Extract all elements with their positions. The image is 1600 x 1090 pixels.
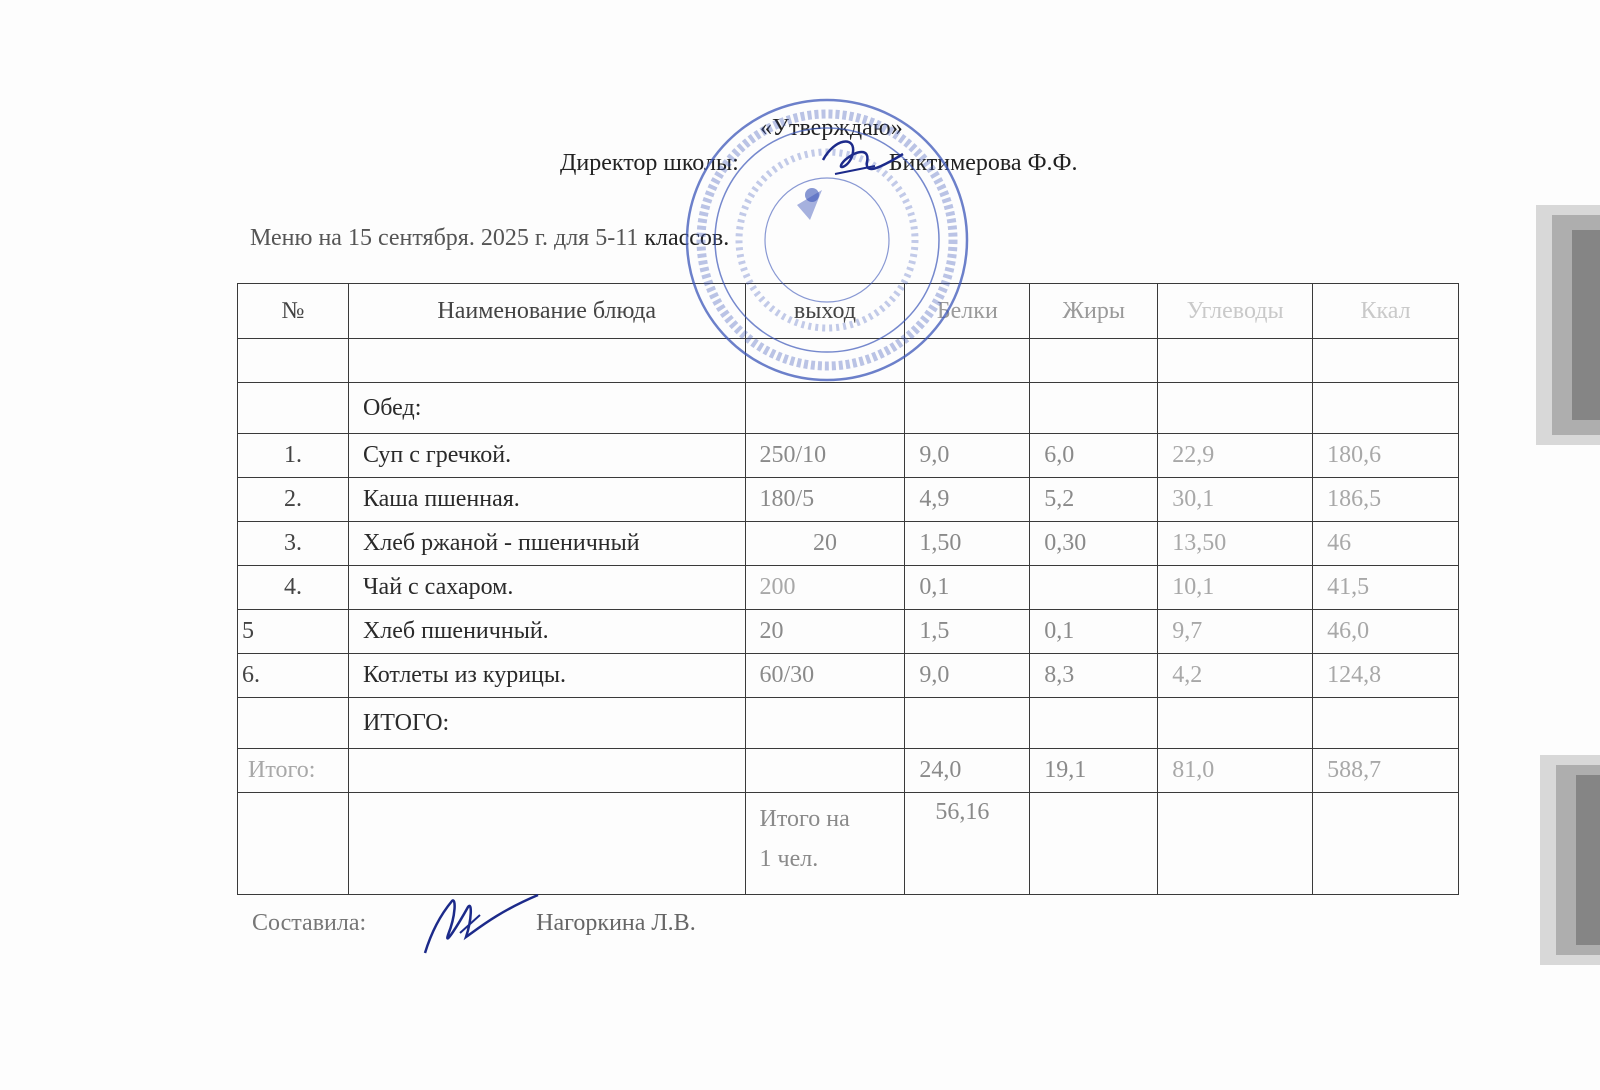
row-protein: 1,5: [905, 610, 1030, 654]
row-dish-name: Каша пшенная.: [348, 478, 745, 522]
row-dish-name: Суп с гречкой.: [348, 434, 745, 478]
section-label: Обед:: [348, 383, 745, 434]
row-protein: 0,1: [905, 566, 1030, 610]
row-output: 20: [745, 522, 905, 566]
empty-cell: [745, 383, 905, 434]
empty-cell: [1030, 793, 1158, 895]
empty-cell: [1158, 383, 1313, 434]
empty-cell: [905, 383, 1030, 434]
itogo-label: Итого:: [238, 749, 349, 793]
row-kcal: 41,5: [1313, 566, 1459, 610]
itogo-fat: 19,1: [1030, 749, 1158, 793]
empty-cell: [1030, 698, 1158, 749]
row-fat: [1030, 566, 1158, 610]
scan-noise-bottom: [1522, 745, 1600, 975]
row-fat: 8,3: [1030, 654, 1158, 698]
itogo-protein: 24,0: [905, 749, 1030, 793]
row-fat: 0,30: [1030, 522, 1158, 566]
empty-cell: [238, 339, 349, 383]
empty-cell: [1158, 339, 1313, 383]
approve-heading: «Утверждаю»: [760, 115, 903, 141]
empty-cell: [1313, 793, 1459, 895]
itogo-caps-row: [238, 698, 1459, 749]
row-output: 20: [745, 610, 905, 654]
per-person-label: [745, 793, 905, 895]
col-header-num: №: [238, 284, 349, 339]
director-label: Директор школы:: [560, 150, 739, 176]
composer-name: Нагоркина Л.В.: [536, 910, 696, 936]
table-row: [238, 434, 1459, 478]
row-num: 6.: [238, 654, 349, 698]
empty-cell: [1158, 793, 1313, 895]
row-protein: 9,0: [905, 434, 1030, 478]
empty-cell: [745, 698, 905, 749]
row-dish-name: Хлеб пшеничный.: [348, 610, 745, 654]
row-carbs: 13,50: [1158, 522, 1313, 566]
row-output: 250/10: [745, 434, 905, 478]
row-carbs: 22,9: [1158, 434, 1313, 478]
row-num: 4.: [238, 566, 349, 610]
row-protein: 1,50: [905, 522, 1030, 566]
row-kcal: 186,5: [1313, 478, 1459, 522]
row-carbs: 9,7: [1158, 610, 1313, 654]
empty-cell: [348, 749, 745, 793]
row-kcal: 124,8: [1313, 654, 1459, 698]
itogo-row: [238, 749, 1459, 793]
table-row: [238, 566, 1459, 610]
itogo-caps-label: ИТОГО:: [348, 698, 745, 749]
empty-cell: [1158, 698, 1313, 749]
per-person-row: [238, 793, 1459, 895]
empty-cell: [1030, 383, 1158, 434]
row-dish-name: Хлеб ржаной - пшеничный: [348, 522, 745, 566]
col-header-carbs: Углеводы: [1158, 284, 1313, 339]
row-output: 200: [745, 566, 905, 610]
row-dish-name: Котлеты из курицы.: [348, 654, 745, 698]
row-num: 5: [238, 610, 349, 654]
row-fat: 5,2: [1030, 478, 1158, 522]
row-carbs: 30,1: [1158, 478, 1313, 522]
col-header-name: Наименование блюда: [348, 284, 745, 339]
row-output: 180/5: [745, 478, 905, 522]
empty-cell: [1313, 383, 1459, 434]
empty-cell: [1030, 339, 1158, 383]
row-fat: 6,0: [1030, 434, 1158, 478]
col-header-fat: Жиры: [1030, 284, 1158, 339]
director-signature-icon: [815, 130, 910, 185]
per-person-label-line2: 1 чел.: [759, 846, 819, 872]
row-fat: 0,1: [1030, 610, 1158, 654]
per-person-label-line1: Итого на: [759, 806, 850, 832]
section-row: [238, 383, 1459, 434]
empty-cell: [348, 793, 745, 895]
empty-cell: [905, 698, 1030, 749]
empty-cell: [745, 749, 905, 793]
scan-noise-top: [1522, 185, 1600, 465]
empty-cell: [238, 383, 349, 434]
table-row: [238, 654, 1459, 698]
director-name: Биктимерова Ф.Ф.: [888, 150, 1078, 176]
col-header-protein: Белки: [905, 284, 1030, 339]
row-kcal: 180,6: [1313, 434, 1459, 478]
col-header-kcal: Ккал: [1313, 284, 1459, 339]
row-protein: 9,0: [905, 654, 1030, 698]
table-row: [238, 522, 1459, 566]
table-row: [238, 478, 1459, 522]
row-dish-name: Чай с сахаром.: [348, 566, 745, 610]
row-carbs: 10,1: [1158, 566, 1313, 610]
row-output: 60/30: [745, 654, 905, 698]
row-num: 3.: [238, 522, 349, 566]
menu-title-prefix: Меню на 15 сентября. 2025 г. для 5-11: [250, 225, 639, 251]
row-protein: 4,9: [905, 478, 1030, 522]
row-kcal: 46: [1313, 522, 1459, 566]
empty-cell: [238, 698, 349, 749]
col-header-output: выход: [745, 284, 905, 339]
row-num: 2.: [238, 478, 349, 522]
empty-cell: [238, 793, 349, 895]
row-kcal: 46,0: [1313, 610, 1459, 654]
row-num: 1.: [238, 434, 349, 478]
menu-title: [250, 225, 729, 252]
row-carbs: 4,2: [1158, 654, 1313, 698]
empty-cell: [1313, 698, 1459, 749]
empty-cell: [1313, 339, 1459, 383]
menu-title-suffix: классов.: [638, 225, 730, 251]
table-row: [238, 610, 1459, 654]
composer-signature-icon: [420, 885, 545, 960]
composer-label: Составила:: [252, 910, 367, 936]
itogo-carbs: 81,0: [1158, 749, 1313, 793]
itogo-kcal: 588,7: [1313, 749, 1459, 793]
per-person-value: 56,16: [905, 793, 1030, 895]
